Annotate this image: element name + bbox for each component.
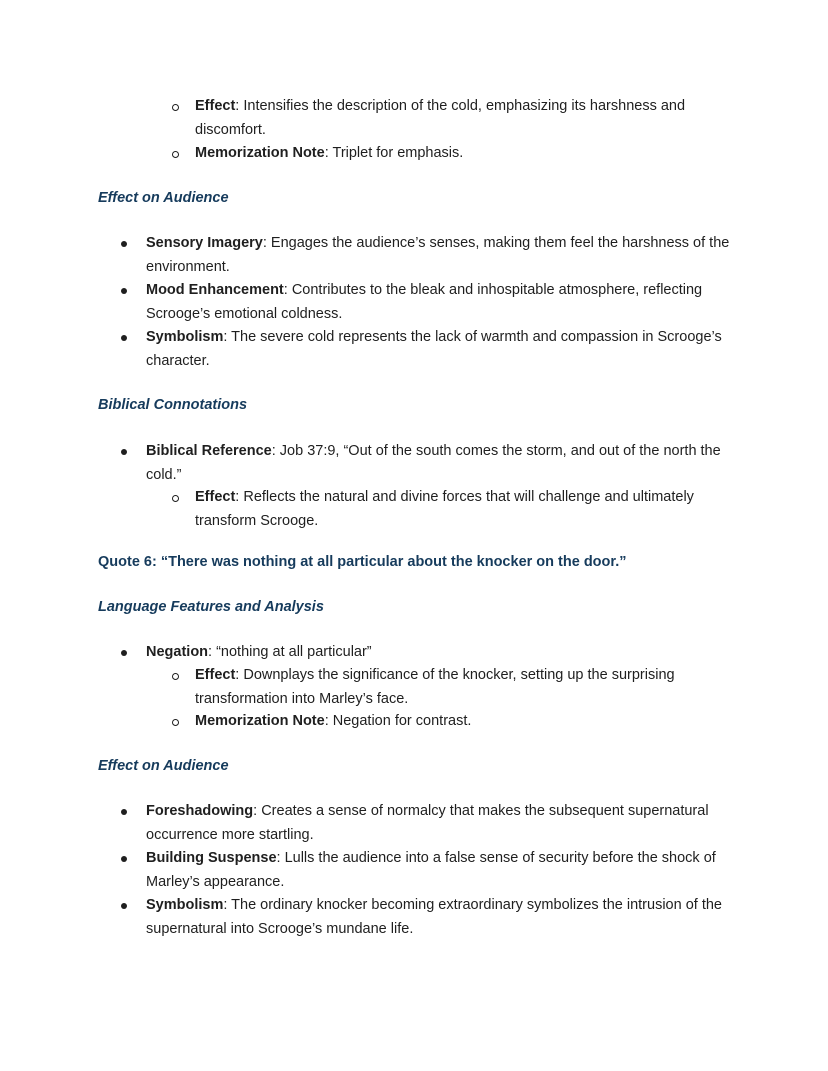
item-term: Negation — [146, 644, 209, 660]
hollow-bullet-icon — [172, 495, 179, 502]
bullet-icon — [121, 650, 127, 656]
item-text: : Downplays the significance of the knocker, setting up the surprising transformation into Marley’s face. — [195, 667, 675, 707]
item-text: : The ordinary knocker becoming extraordinary symbolizes the intrusion of the supernatural into Scrooge’s mundane life. — [146, 897, 722, 937]
sub-list-item — [195, 95, 740, 142]
item-term: Biblical Reference — [146, 443, 272, 459]
section-heading: Language Features and Analysis — [98, 599, 324, 615]
sub-list-item — [195, 664, 740, 711]
list-item — [146, 641, 736, 665]
bullet-icon — [121, 288, 127, 294]
bullet-icon — [121, 809, 127, 815]
item-text: : Job 37:9, “Out of the south comes the storm, and out of the north the cold.” — [146, 443, 721, 483]
quote-heading: Quote 6: “There was nothing at all particular about the knocker on the door.” — [98, 554, 627, 570]
item-term: Memorization Note — [195, 145, 325, 161]
item-text: : Intensifies the description of the cold, emphasizing its harshness and discomfort. — [195, 98, 686, 138]
hollow-bullet-icon — [172, 673, 179, 680]
item-text: : The severe cold represents the lack of warmth and compassion in Scrooge’s character. — [146, 329, 722, 369]
list-item — [146, 232, 736, 279]
hollow-bullet-icon — [172, 719, 179, 726]
bullet-icon — [121, 335, 127, 341]
item-text: : Engages the audience’s senses, making them feel the harshness of the environment. — [146, 235, 730, 275]
hollow-bullet-icon — [172, 104, 179, 111]
item-term: Symbolism — [146, 329, 224, 345]
list-item — [146, 847, 736, 894]
section-heading: Effect on Audience — [98, 190, 229, 206]
item-term: Mood Enhancement — [146, 282, 284, 298]
section-heading: Biblical Connotations — [98, 397, 248, 413]
item-term: Effect — [195, 98, 236, 114]
list-item — [146, 279, 736, 326]
item-term: Memorization Note — [195, 713, 325, 729]
sub-list-item — [195, 710, 740, 734]
list-item — [146, 894, 736, 941]
item-term: Building Suspense — [146, 850, 277, 866]
item-term: Symbolism — [146, 897, 224, 913]
section-heading: Effect on Audience — [98, 758, 229, 774]
item-text: : Contributes to the bleak and inhospitable atmosphere, reflecting Scrooge’s emotional coldness. — [146, 282, 703, 322]
list-item — [146, 440, 736, 487]
list-item — [146, 326, 736, 373]
item-term: Effect — [195, 489, 236, 505]
item-term: Foreshadowing — [146, 803, 254, 819]
item-text: : Creates a sense of normalcy that makes the subsequent supernatural occurrence more startling. — [146, 803, 709, 843]
list-item — [146, 800, 736, 847]
bullet-icon — [121, 449, 127, 455]
item-text: : Reflects the natural and divine forces that will challenge and ultimately transform Scrooge. — [195, 489, 694, 529]
sub-list-item — [195, 142, 740, 166]
bullet-icon — [121, 856, 127, 862]
item-text: : Negation for contrast. — [324, 713, 472, 729]
item-term: Effect — [195, 667, 236, 683]
hollow-bullet-icon — [172, 151, 179, 158]
item-text: : Triplet for emphasis. — [324, 145, 464, 161]
item-text: : “nothing at all particular” — [208, 644, 372, 660]
bullet-icon — [121, 903, 127, 909]
item-text: : Lulls the audience into a false sense of security before the shock of Marley’s appearance. — [146, 850, 716, 890]
sub-list-item — [195, 486, 740, 533]
item-term: Sensory Imagery — [146, 235, 263, 251]
bullet-icon — [121, 241, 127, 247]
